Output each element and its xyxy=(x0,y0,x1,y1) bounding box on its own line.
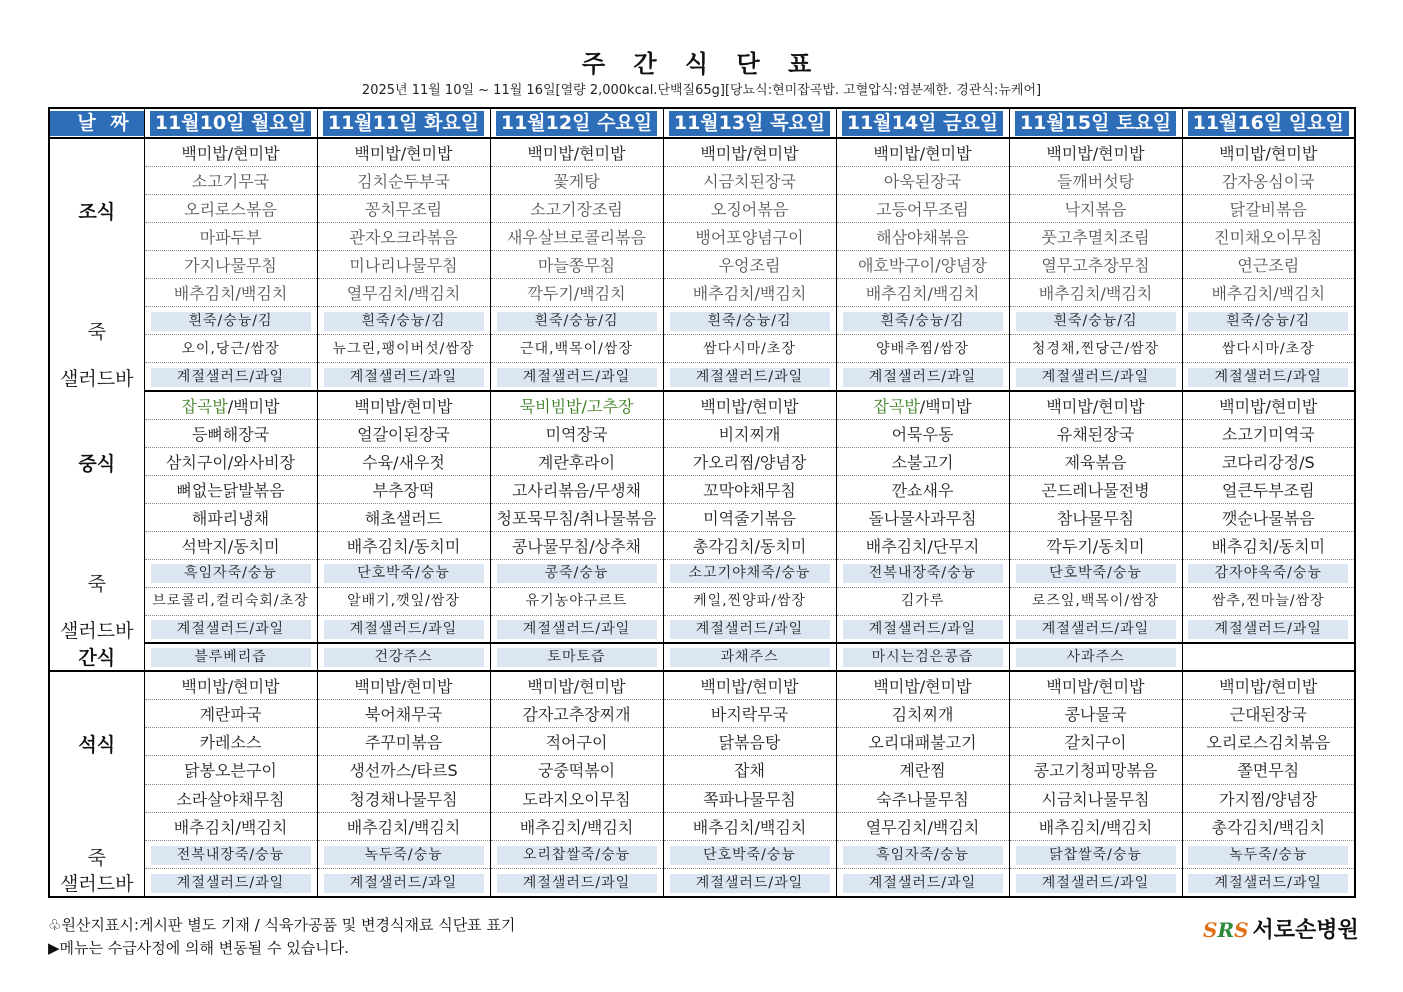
menu-item: 아욱된장국 xyxy=(883,171,962,191)
menu-item: 계절샐러드/과일 xyxy=(324,368,484,387)
menu-item: 백미밥/현미밥 xyxy=(354,143,453,163)
menu-item: 총각김치/백김치 xyxy=(1211,817,1326,837)
menu-item: 배추김치/백김치 xyxy=(692,817,807,837)
header-row xyxy=(49,108,1355,138)
menu-row xyxy=(49,447,1355,475)
menu-item: 가지찜/양념장 xyxy=(1219,789,1318,809)
menu-row xyxy=(49,250,1355,278)
day-header: 11월11일 화요일 xyxy=(323,111,484,136)
menu-row xyxy=(49,841,1355,869)
menu-item: 녹두죽/숭늉 xyxy=(1188,846,1348,865)
menu-item: 로즈잎,백목이/쌈장 xyxy=(1031,593,1160,609)
menu-item: 콩나물국 xyxy=(1064,704,1127,724)
menu-item: 케일,찐양파/쌈장 xyxy=(693,593,806,609)
menu-item: 계절샐러드/과일 xyxy=(1016,874,1176,893)
meal-label: 중식 xyxy=(78,453,116,475)
menu-item: 제육볶음 xyxy=(1064,452,1127,472)
menu-item: 전복내장죽/숭늉 xyxy=(843,564,1003,583)
menu-row xyxy=(49,419,1355,447)
menu-item: 계절샐러드/과일 xyxy=(670,620,830,639)
menu-item: 계절샐러드/과일 xyxy=(1016,620,1176,639)
menu-item: 흑임자죽/숭늉 xyxy=(151,564,311,583)
menu-item: 해삼야채볶음 xyxy=(876,227,969,247)
menu-item: 삼치구이/와사비장 xyxy=(165,452,296,472)
menu-item: 백미밥/현미밥 xyxy=(181,143,280,163)
menu-item: 흰죽/숭늉/김 xyxy=(497,312,657,331)
menu-item: 백미밥/현미밥 xyxy=(1219,676,1318,696)
snack-item: 과채주스 xyxy=(670,648,830,667)
snack-item: 블루베리즙 xyxy=(151,648,311,667)
menu-item: 시금치된장국 xyxy=(703,171,796,191)
menu-item: 계절샐러드/과일 xyxy=(324,874,484,893)
menu-item: 쌈다시마/초장 xyxy=(1221,340,1315,357)
menu-row xyxy=(49,166,1355,194)
menu-item: 백미밥/현미밥 xyxy=(700,143,799,163)
menu-item: 백미밥/현미밥 xyxy=(354,676,453,696)
menu-item: 미역장국 xyxy=(545,424,608,444)
menu-item: 소불고기 xyxy=(891,452,954,472)
menu-row xyxy=(49,335,1355,363)
menu-item: 백미밥/현미밥 xyxy=(700,676,799,696)
menu-item: 가지나물무침 xyxy=(184,255,277,275)
menu-item: 감자옹심이국 xyxy=(1221,171,1315,191)
menu-item: 카레소스 xyxy=(199,733,262,753)
menu-item: 오이,당근/쌈장 xyxy=(181,340,280,357)
menu-item: 깍두기/동치미 xyxy=(1046,536,1145,556)
snack-row xyxy=(49,643,1355,671)
menu-item: 계절샐러드/과일 xyxy=(324,620,484,639)
menu-item: 배추김치/백김치 xyxy=(519,817,634,837)
menu-item: 닭봉오븐구이 xyxy=(184,761,277,781)
menu-item: 시금치나물무침 xyxy=(1041,789,1150,809)
day-header: 11월13일 목요일 xyxy=(669,111,830,136)
menu-item: 쌈추,찐마늘/쌈장 xyxy=(1211,593,1325,609)
menu-item: 청경채나물무침 xyxy=(349,789,458,809)
hospital-name: 서로손병원 xyxy=(1252,918,1359,943)
menu-item: 잡채 xyxy=(734,761,765,781)
menu-item: 해파리냉채 xyxy=(191,508,270,528)
menu-item: 코다리강정/S xyxy=(1221,452,1315,472)
menu-item: 청포묵무침/취나물볶음 xyxy=(496,508,657,528)
menu-item: 청경채,찐당근/쌈장 xyxy=(1031,340,1160,357)
menu-item: 깐쇼새우 xyxy=(891,480,954,500)
menu-item: 유기농야구르트 xyxy=(525,593,628,609)
menu-item: 단호박죽/숭늉 xyxy=(1016,564,1176,583)
menu-item: 계절샐러드/과일 xyxy=(1188,874,1348,893)
menu-item: 계란찜 xyxy=(899,761,946,781)
menu-row xyxy=(49,391,1355,419)
menu-item: 등뼈해장국 xyxy=(191,424,270,444)
menu-item: 마파두부 xyxy=(199,227,262,247)
meal-label: 석식 xyxy=(78,734,116,756)
meal-label-cell xyxy=(49,671,144,897)
menu-row xyxy=(49,307,1355,335)
page-title: 주 간 식 단 표 xyxy=(581,50,822,78)
menu-item: 곤드레나물전병 xyxy=(1041,480,1150,500)
menu-row xyxy=(49,194,1355,222)
menu-item: 전복내장죽/숭늉 xyxy=(151,846,311,865)
menu-item: 수육/새우젓 xyxy=(362,452,445,472)
menu-item: 계절샐러드/과일 xyxy=(843,874,1003,893)
menu-item: 배추김치/단무지 xyxy=(865,536,980,556)
menu-item: 꼬막야채무침 xyxy=(703,480,796,500)
menu-item: 소고기무국 xyxy=(191,171,270,191)
menu-item: 석박지/동치미 xyxy=(181,536,280,556)
origin-note: ♧원산지표시:게시판 별도 기재 / 식육가공품 및 변경식재료 식단표 표기 xyxy=(48,916,516,934)
menu-item: 연근조림 xyxy=(1237,255,1300,275)
menu-item: 열무김치/백김치 xyxy=(865,817,980,837)
menu-item: 소고기장조림 xyxy=(530,199,623,219)
menu-item: 백미밥/현미밥 xyxy=(354,396,453,416)
menu-item: 흰죽/숭늉/김 xyxy=(670,312,830,331)
menu-row xyxy=(49,784,1355,812)
menu-item: 갈치구이 xyxy=(1064,733,1127,753)
menu-row xyxy=(49,531,1355,559)
menu-item: 진미채오이무침 xyxy=(1214,227,1323,247)
menu-item: 열무김치/백김치 xyxy=(346,284,461,304)
day-header: 11월10일 월요일 xyxy=(150,111,311,136)
menu-row xyxy=(49,756,1355,784)
menu-item: 흰죽/숭늉/김 xyxy=(1188,312,1348,331)
menu-item: 알배기,깻잎/쌈장 xyxy=(347,593,460,609)
menu-item: 깍두기/백김치 xyxy=(527,284,626,304)
menu-item: 고사리볶음/무생채 xyxy=(511,480,642,500)
menu-row xyxy=(49,869,1355,897)
menu-item: 오리로스볶음 xyxy=(184,199,277,219)
menu-item: 얼큰두부조림 xyxy=(1221,480,1315,500)
menu-row xyxy=(49,503,1355,531)
menu-item: 계절샐러드/과일 xyxy=(1016,368,1176,387)
menu-item: 계절샐러드/과일 xyxy=(497,368,657,387)
menu-item: 계절샐러드/과일 xyxy=(497,874,657,893)
menu-item: 김가루 xyxy=(900,593,945,609)
day-header: 11월12일 수요일 xyxy=(496,111,657,136)
menu-item: 계절샐러드/과일 xyxy=(670,874,830,893)
menu-row xyxy=(49,559,1355,587)
menu-item: 관자오크라볶음 xyxy=(349,227,458,247)
menu-item: 흰죽/숭늉/김 xyxy=(843,312,1003,331)
menu-item: 계절샐러드/과일 xyxy=(151,620,311,639)
menu-item: 우엉조림 xyxy=(718,255,781,275)
menu-item: 애호박구이/양념장 xyxy=(857,255,988,275)
menu-item: 백미밥/현미밥 xyxy=(527,143,626,163)
menu-item: 잡곡밥/백미밥 xyxy=(181,396,280,416)
menu-item: 배추김치/동치미 xyxy=(1211,536,1326,556)
menu-item: 묵비빔밥/고추장 xyxy=(519,396,634,416)
change-note: ▶메뉴는 수급사정에 의해 변동될 수 있습니다. xyxy=(48,939,349,957)
menu-item: 흰죽/숭늉/김 xyxy=(1016,312,1176,331)
menu-item: 도라지오이무침 xyxy=(522,789,631,809)
menu-item: 잡곡밥/백미밥 xyxy=(873,396,972,416)
menu-item: 백미밥/현미밥 xyxy=(1046,143,1145,163)
menu-item: 들깨버섯탕 xyxy=(1056,171,1135,191)
page-subtitle: 2025년 11월 10일 ~ 11월 16일[열량 2,000kcal.단백질65g][당뇨식:현미잡곡밥. 고혈압식:염분제한. 경관식:뉴케어] xyxy=(361,83,1042,98)
day-header: 11월15일 토요일 xyxy=(1015,111,1176,136)
menu-item: 뼈없는닭발볶음 xyxy=(176,480,285,500)
menu-item: 흑임자죽/숭늉 xyxy=(843,846,1003,865)
menu-row xyxy=(49,728,1355,756)
menu-item: 백미밥/현미밥 xyxy=(700,396,799,416)
menu-row xyxy=(49,812,1355,840)
menu-item: 열무고추장무침 xyxy=(1041,255,1150,275)
menu-item: 백미밥/현미밥 xyxy=(873,676,972,696)
menu-item: 숙주나물무침 xyxy=(876,789,969,809)
menu-item: 해초샐러드 xyxy=(364,508,443,528)
menu-item: 부추장떡 xyxy=(372,480,435,500)
menu-item: 단호박죽/숭늉 xyxy=(670,846,830,865)
menu-item: 배추김치/백김치 xyxy=(1038,817,1153,837)
menu-item: 근대된장국 xyxy=(1229,704,1307,724)
menu-item: 단호박죽/숭늉 xyxy=(324,564,484,583)
menu-item: 배추김치/백김치 xyxy=(346,817,461,837)
menu-item: 어묵우동 xyxy=(891,424,954,444)
menu-item: 닭갈비볶음 xyxy=(1229,199,1307,219)
menu-item: 백미밥/현미밥 xyxy=(1219,396,1318,416)
menu-item: 배추김치/백김치 xyxy=(1038,284,1153,304)
menu-item: 계절샐러드/과일 xyxy=(1188,368,1348,387)
hospital-logo xyxy=(1203,913,1359,944)
menu-item: 배추김치/백김치 xyxy=(173,817,288,837)
snack-item: 토마토즙 xyxy=(497,648,657,667)
menu-item: 김치순두부국 xyxy=(357,171,450,191)
menu-row xyxy=(49,671,1355,699)
menu-item: 뱅어포양념구이 xyxy=(695,227,804,247)
menu-item: 바지락무국 xyxy=(710,704,789,724)
menu-item: 계절샐러드/과일 xyxy=(843,620,1003,639)
menu-item: 계절샐러드/과일 xyxy=(1188,620,1348,639)
menu-item: 북어채무국 xyxy=(364,704,443,724)
menu-item: 양배추찜/쌈장 xyxy=(876,340,969,357)
menu-item: 새우살브로콜리볶음 xyxy=(506,227,647,247)
menu-row xyxy=(49,222,1355,250)
salad-bar-label: 샐러드바 xyxy=(60,620,134,642)
salad-bar-label: 샐러드바 xyxy=(60,873,134,895)
meal-label: 조식 xyxy=(78,201,116,223)
snack-item: 사과주스 xyxy=(1016,648,1176,667)
menu-item: 백미밥/현미밥 xyxy=(873,143,972,163)
menu-item: 흰죽/숭늉/김 xyxy=(151,312,311,331)
menu-item: 돌나물사과무침 xyxy=(868,508,977,528)
menu-item: 브로콜리,컬리숙회/초장 xyxy=(152,593,309,609)
day-header: 11월16일 일요일 xyxy=(1188,111,1349,136)
menu-item: 배추김치/백김치 xyxy=(692,284,807,304)
menu-item: 김치찌개 xyxy=(891,704,954,724)
menu-item: 콩고기청피망볶음 xyxy=(1033,761,1158,781)
menu-item: 주꾸미볶음 xyxy=(364,733,443,753)
menu-item: 닭볶음탕 xyxy=(718,733,781,753)
menu-item: 쫄면무침 xyxy=(1237,761,1300,781)
srs-logo-mark: SRS xyxy=(1203,918,1249,942)
menu-item: 백미밥/현미밥 xyxy=(1219,143,1318,163)
menu-item: 백미밥/현미밥 xyxy=(181,676,280,696)
menu-item: 감자야욱죽/숭늉 xyxy=(1188,564,1348,583)
menu-item: 계절샐러드/과일 xyxy=(670,368,830,387)
meal-label: 간식 xyxy=(78,647,116,669)
menu-item: 닭찹쌀죽/숭늉 xyxy=(1016,846,1176,865)
menu-item: 계절샐러드/과일 xyxy=(497,620,657,639)
menu-item: 계절샐러드/과일 xyxy=(151,874,311,893)
menu-row xyxy=(49,699,1355,727)
menu-item: 미나리나물무침 xyxy=(349,255,458,275)
snack-item: 건강주스 xyxy=(324,648,484,667)
menu-row xyxy=(49,475,1355,503)
menu-row xyxy=(49,615,1355,643)
menu-item: 계절샐러드/과일 xyxy=(151,368,311,387)
menu-item: 뉴그린,팽이버섯/쌈장 xyxy=(332,340,475,357)
menu-row xyxy=(49,363,1355,391)
menu-item: 꽁치무조림 xyxy=(364,199,443,219)
salad-bar-label: 샐러드바 xyxy=(60,368,134,390)
menu-item: 백미밥/현미밥 xyxy=(1046,396,1145,416)
menu-item: 계절샐러드/과일 xyxy=(843,368,1003,387)
menu-item: 적어구이 xyxy=(545,733,608,753)
menu-item: 유채된장국 xyxy=(1056,424,1135,444)
menu-item: 오리대패불고기 xyxy=(868,733,977,753)
menu-item: 오리로스김치볶음 xyxy=(1206,733,1331,753)
porridge-label: 죽 xyxy=(87,321,106,343)
menu-item: 얼갈이된장국 xyxy=(357,424,450,444)
menu-item: 감자고추장찌개 xyxy=(522,704,631,724)
menu-item: 비지찌개 xyxy=(718,424,781,444)
menu-item: 마늘쫑무침 xyxy=(537,255,616,275)
menu-item: 소고기야채죽/숭늉 xyxy=(670,564,830,583)
menu-item: 가오리찜/양념장 xyxy=(692,452,807,472)
menu-row xyxy=(49,279,1355,307)
menu-item: 고등어무조림 xyxy=(876,199,969,219)
menu-item: 배추김치/백김치 xyxy=(173,284,288,304)
menu-item: 낙지볶음 xyxy=(1064,199,1127,219)
menu-row xyxy=(49,587,1355,615)
menu-row xyxy=(49,138,1355,166)
menu-item: 쌈다시마/초장 xyxy=(703,340,796,357)
menu-item: 미역줄기볶음 xyxy=(703,508,796,528)
menu-item: 생선까스/타르S xyxy=(349,761,458,781)
menu-item: 풋고추멸치조림 xyxy=(1041,227,1150,247)
menu-item: 소라살야채무침 xyxy=(176,789,285,809)
menu-item: 쪽파나물무침 xyxy=(703,789,796,809)
menu-item: 백미밥/현미밥 xyxy=(527,676,626,696)
menu-item: 배추김치/백김치 xyxy=(865,284,980,304)
menu-item: 소고기미역국 xyxy=(1221,424,1315,444)
menu-item: 계란후라이 xyxy=(537,452,616,472)
menu-item: 콩나물무침/상추채 xyxy=(511,536,642,556)
meal-label-cell xyxy=(49,138,144,391)
date-header: 날 짜 xyxy=(50,111,144,136)
menu-item: 궁중떡볶이 xyxy=(537,761,616,781)
snack-item: 마시는검은콩즙 xyxy=(843,648,1003,667)
day-header: 11월14일 금요일 xyxy=(842,111,1003,136)
menu-item: 오리찹쌀죽/숭늉 xyxy=(497,846,657,865)
menu-item: 꽃게탕 xyxy=(553,171,600,191)
menu-item: 총각김치/동치미 xyxy=(692,536,807,556)
weekly-menu-table xyxy=(48,107,1356,898)
menu-item: 콩죽/숭늉 xyxy=(497,564,657,583)
menu-item: 오징어볶음 xyxy=(710,199,789,219)
menu-item: 배추김치/동치미 xyxy=(346,536,461,556)
menu-item: 근대,백목이/쌈장 xyxy=(520,340,633,357)
porridge-label: 죽 xyxy=(87,847,106,869)
menu-item: 계란파국 xyxy=(199,704,262,724)
menu-item: 배추김치/백김치 xyxy=(1211,284,1326,304)
meal-label-cell xyxy=(49,391,144,643)
menu-item: 녹두죽/숭늉 xyxy=(324,846,484,865)
menu-item: 깻순나물볶음 xyxy=(1221,508,1315,528)
porridge-label: 죽 xyxy=(87,573,106,595)
menu-item: 참나물무침 xyxy=(1056,508,1135,528)
menu-item: 흰죽/숭늉/김 xyxy=(324,312,484,331)
menu-item: 백미밥/현미밥 xyxy=(1046,676,1145,696)
